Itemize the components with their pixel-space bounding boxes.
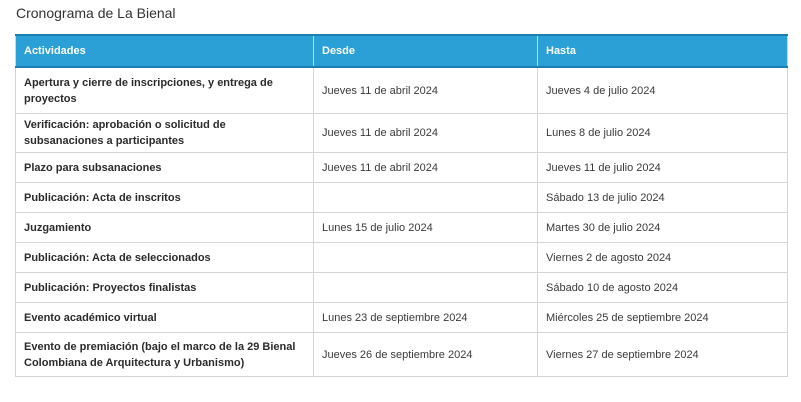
schedule-table: [15, 34, 788, 377]
from-date-cell: [314, 273, 538, 303]
from-date-cell: Lunes 15 de julio 2024: [314, 213, 538, 243]
activity-cell: Apertura y cierre de inscripciones, y entrega de proyectos: [16, 67, 314, 114]
table-row: [16, 67, 788, 114]
to-date-cell: Viernes 2 de agosto 2024: [538, 243, 788, 273]
from-date-cell: Jueves 11 de abril 2024: [314, 67, 538, 114]
table-row: [16, 153, 788, 183]
header-to: Hasta: [538, 35, 788, 67]
activity-cell: Publicación: Acta de seleccionados: [16, 243, 314, 273]
from-date-cell: [314, 243, 538, 273]
from-date-cell: Jueves 11 de abril 2024: [314, 114, 538, 153]
from-date-cell: Jueves 26 de septiembre 2024: [314, 333, 538, 377]
header-from: Desde: [314, 35, 538, 67]
to-date-cell: Martes 30 de julio 2024: [538, 213, 788, 243]
from-date-cell: [314, 183, 538, 213]
to-date-cell: Miércoles 25 de septiembre 2024: [538, 303, 788, 333]
activity-cell: Evento de premiación (bajo el marco de la 29 Bienal Colombiana de Arquitectura y Urbanismo): [16, 333, 314, 377]
table-row: [16, 183, 788, 213]
table-row: [16, 243, 788, 273]
table-header-row: [16, 35, 788, 67]
to-date-cell: Jueves 11 de julio 2024: [538, 153, 788, 183]
from-date-cell: Lunes 23 de septiembre 2024: [314, 303, 538, 333]
activity-cell: Juzgamiento: [16, 213, 314, 243]
table-row: [16, 273, 788, 303]
activity-cell: Publicación: Proyectos finalistas: [16, 273, 314, 303]
to-date-cell: Viernes 27 de septiembre 2024: [538, 333, 788, 377]
to-date-cell: Sábado 10 de agosto 2024: [538, 273, 788, 303]
table-row: [16, 303, 788, 333]
activity-cell: Verificación: aprobación o solicitud de subsanaciones a participantes: [16, 114, 314, 153]
activity-cell: Evento académico virtual: [16, 303, 314, 333]
to-date-cell: Jueves 4 de julio 2024: [538, 67, 788, 114]
table-row: [16, 114, 788, 153]
header-activities: Actividades: [16, 35, 314, 67]
table-row: [16, 333, 788, 377]
activity-cell: Publicación: Acta de inscritos: [16, 183, 314, 213]
from-date-cell: Jueves 11 de abril 2024: [314, 153, 538, 183]
activity-cell: Plazo para subsanaciones: [16, 153, 314, 183]
to-date-cell: Sábado 13 de julio 2024: [538, 183, 788, 213]
table-row: [16, 213, 788, 243]
page-title: Cronograma de La Bienal: [16, 5, 176, 21]
to-date-cell: Lunes 8 de julio 2024: [538, 114, 788, 153]
